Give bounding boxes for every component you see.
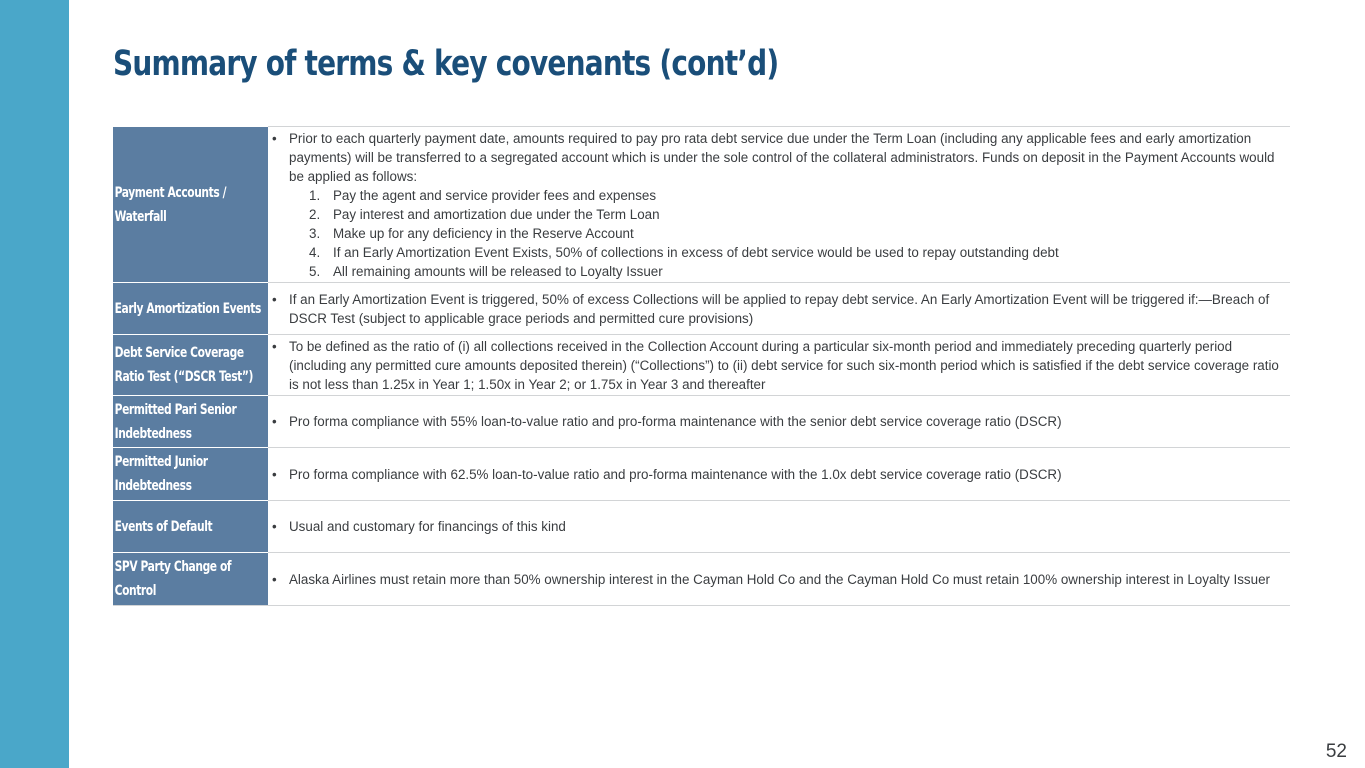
bullet-item — [268, 465, 1290, 484]
waterfall-steps — [268, 186, 1290, 281]
table-row — [113, 396, 1290, 448]
row-label-cell — [113, 501, 268, 553]
list-text: Pay interest and amortization due under the Term Loan — [333, 206, 660, 222]
table-row — [113, 553, 1290, 606]
bullet-text: Prior to each quarterly payment date, amounts required to pay pro rata debt service due under the Term Loan (including any applicable fees and early amortization payments) will be transferred to a segregated account which is under the sole control of the collateral administrators. Funds on deposit in the Payment Accounts would be applied as follows: — [289, 130, 1275, 184]
list-text: If an Early Amortization Event Exists, 50% of collections in excess of debt service would be used to repay outstanding debt — [333, 244, 1059, 260]
bullet-icon: • — [272, 519, 277, 534]
row-content-cell — [268, 127, 1290, 283]
bullet-item — [268, 412, 1290, 431]
table-row — [113, 501, 1290, 553]
bullet-text: Usual and customary for financings of this kind — [289, 519, 566, 534]
row-label-cell — [113, 396, 268, 448]
row-label: Permitted Pari Senior Indebtedness — [114, 401, 237, 442]
list-item — [309, 224, 1290, 243]
terms-table — [113, 126, 1290, 606]
row-label: Permitted Junior Indebtedness — [114, 454, 208, 494]
list-number: 2. — [309, 206, 321, 222]
list-number: 1. — [309, 187, 321, 203]
row-label: Early Amortization Events — [114, 300, 261, 317]
row-label-cell — [113, 335, 268, 396]
bullet-text: Pro forma compliance with 62.5% loan-to-value ratio and pro-forma maintenance with the 1.0x debt service coverage ratio (DSCR) — [289, 466, 1062, 482]
table-row — [113, 335, 1290, 396]
bullet-icon: • — [272, 338, 277, 354]
row-content-cell — [268, 283, 1290, 335]
row-content-cell — [268, 553, 1290, 606]
page-title: Summary of terms & key covenants (cont’d) — [113, 44, 779, 84]
list-item — [309, 205, 1290, 224]
bullet-icon: • — [272, 571, 277, 587]
list-text: All remaining amounts will be released to Loyalty Issuer — [333, 263, 663, 279]
list-text: Make up for any deficiency in the Reserve Account — [333, 225, 634, 241]
bullet-item — [268, 570, 1290, 589]
bullet-item — [268, 129, 1290, 186]
list-number: 3. — [309, 225, 321, 241]
row-label-cell — [113, 448, 268, 501]
bullet-item — [268, 517, 1290, 536]
bullet-icon: • — [272, 466, 277, 482]
bullet-text: To be defined as the ratio of (i) all collections received in the Collection Account during a particular six-month period and immediately preceding quarterly period (including any permitted cure amounts deposited therein) (“Collections”) to (ii) debt service for such six-month period which is satisfied if the debt service coverage ratio is not less than 1.25x in Year 1; 1.50x in Year 2; or 1.75x in Year 3 and thereafter — [289, 338, 1279, 392]
bullet-text: If an Early Amortization Event is triggered, 50% of excess Collections will be applied to repay debt service. An Early Amortization Event will be triggered if:—Breach of DSCR Test (subject to applicable grace periods and permitted cure provisions) — [289, 291, 1270, 326]
row-label: Events of Default — [114, 518, 213, 535]
left-accent-bar — [0, 0, 69, 768]
table-row — [113, 448, 1290, 501]
bullet-icon: • — [272, 130, 277, 146]
page-number: 52 — [1325, 741, 1347, 762]
bullet-item — [268, 290, 1290, 328]
list-item — [309, 262, 1290, 281]
row-content-cell — [268, 335, 1290, 396]
row-label-cell — [113, 553, 268, 606]
list-item — [309, 243, 1290, 262]
row-label: Debt Service Coverage Ratio Test (“DSCR Test”) — [114, 345, 253, 385]
bullet-icon: • — [272, 291, 277, 307]
list-number: 4. — [309, 244, 321, 260]
table-row — [113, 283, 1290, 335]
bullet-item — [268, 337, 1290, 394]
list-text: Pay the agent and service provider fees and expenses — [333, 187, 657, 203]
row-label-cell — [113, 283, 268, 335]
row-content-cell — [268, 448, 1290, 501]
row-label-cell — [113, 127, 268, 283]
bullet-text: Alaska Airlines must retain more than 50% ownership interest in the Cayman Hold Co and the Cayman Hold Co must retain 100% ownership interest in Loyalty Issuer — [289, 571, 1270, 587]
bullet-icon: • — [272, 414, 277, 429]
row-label: Payment Accounts / Waterfall — [114, 184, 227, 225]
row-content-cell — [268, 396, 1290, 448]
row-label: SPV Party Change of Control — [114, 559, 232, 599]
row-content-cell — [268, 501, 1290, 553]
bullet-text: Pro forma compliance with 55% loan-to-value ratio and pro-forma maintenance with the senior debt service coverage ratio (DSCR) — [289, 414, 1062, 429]
list-number: 5. — [309, 263, 321, 279]
list-item — [309, 186, 1290, 205]
table-row — [113, 127, 1290, 283]
